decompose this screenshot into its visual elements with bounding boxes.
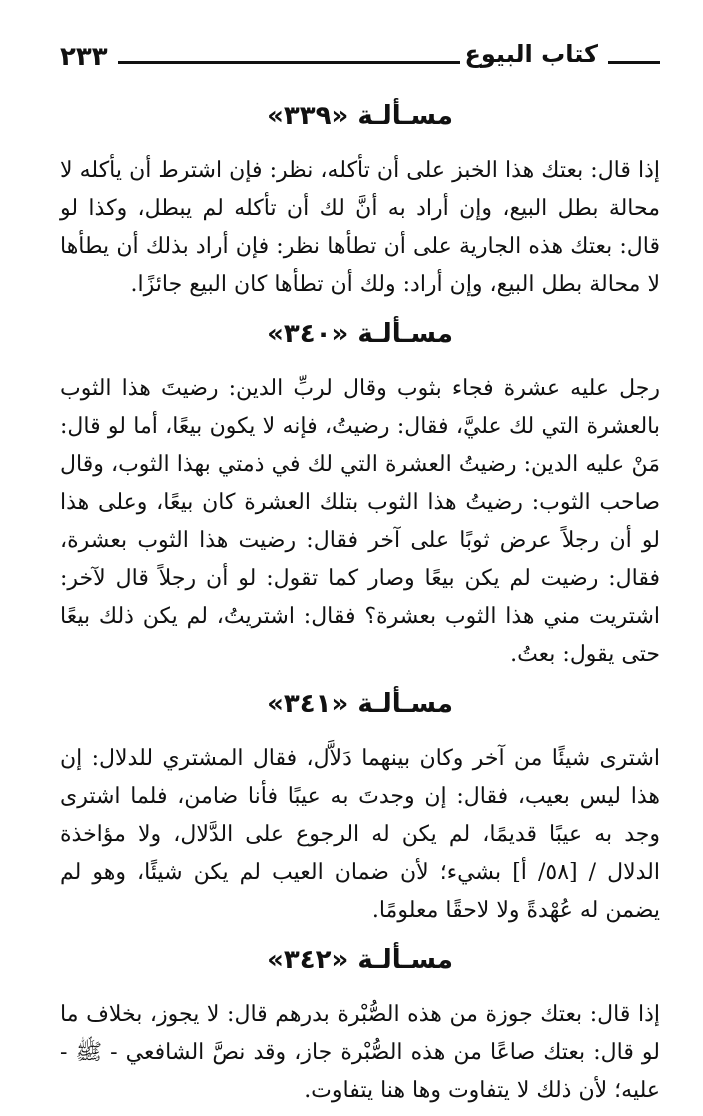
issue-section: [60, 316, 660, 674]
book-title: كتاب البيوع: [464, 40, 598, 68]
issue-title: مسـألـة «٣٤٠»: [267, 319, 453, 349]
page-number: ٢٣٣: [60, 42, 108, 72]
issue-section: [60, 686, 660, 930]
page-header: [60, 40, 660, 84]
issue-body: رجل عليه عشرة فجاء بثوب وقال لربِّ الدين: رضيتَ هذا الثوب بالعشرة التي لك عليَّ، فقال: رضيتُ، فإنه لا يكون بيعًا، أما لو قال: مَنْ عليه الدين: رضيتُ العشرة التي لك في ذمتي بهذا الثوب، وقال صاحب الثوب: رضيتُ هذا الثوب بتلك العشرة كان بيعًا، وعلى هذا لو أن رجلاً عرض ثوبًا على آخر فقال: رضيت هذا الثوب بعشرة، فقال: رضيت لم يكن بيعًا وصار كما تقول: لو أن رجلاً قال لآخر: اشتريت مني هذا الثوب بعشرة؟ فقال: اشتريتُ، لم يكن ذلك بيعًا حتى يقول: بعتُ.: [60, 376, 660, 667]
issue-section: [60, 942, 660, 1110]
issue-body: إذا قال: بعتك هذا الخبز على أن تأكله، نظر: فإن اشترط أن يأكله لا محالة بطل البيع، وإن أراد به أنَّ لك أن تأكله لم يبطل، وكذا لو قال: بعتك هذه الجارية على أن تطأها نظر: فإن أراد بذلك أن يطأها لا محالة بطل البيع، وإن أراد: ولك أن تطأها كان البيع جائزًا.: [60, 158, 660, 297]
issue-section: [60, 98, 660, 304]
header-rule-short: [608, 61, 660, 64]
issue-title: مسـألـة «٣٤٢»: [267, 945, 453, 975]
issue-body: اشترى شيئًا من آخر وكان بينهما دَلاَّل، فقال المشتري للدلال: إن هذا ليس بعيب، فقال: إن وجدتَ به عيبًا فأنا ضامن، فلما اشترى وجد به عيبًا قديمًا، لم يكن له الرجوع على الدَّلال، ولا مؤاخذة الدلال / [٥٨/ أ] بشيء؛ لأن ضمان العيب لم يكن شيئًا، وهو لم يضمن له عُهْدةً ولا لاحقًا معلومًا.: [60, 746, 660, 923]
document-page: [60, 40, 660, 1116]
issue-title: مسـألـة «٣٣٩»: [267, 101, 453, 131]
issue-body: إذا قال: بعتك جوزة من هذه الصُّبْرة بدرهم قال: لا يجوز، بخلاف ما لو قال: بعتك صاعًا من هذه الصُّبْرة جاز، وقد نصَّ الشافعي - ﷺ - عليه؛ لأن ذلك لا يتفاوت وها هنا يتفاوت.: [60, 1002, 660, 1103]
header-rule: [118, 61, 460, 64]
issue-title: مسـألـة «٣٤١»: [267, 689, 453, 719]
